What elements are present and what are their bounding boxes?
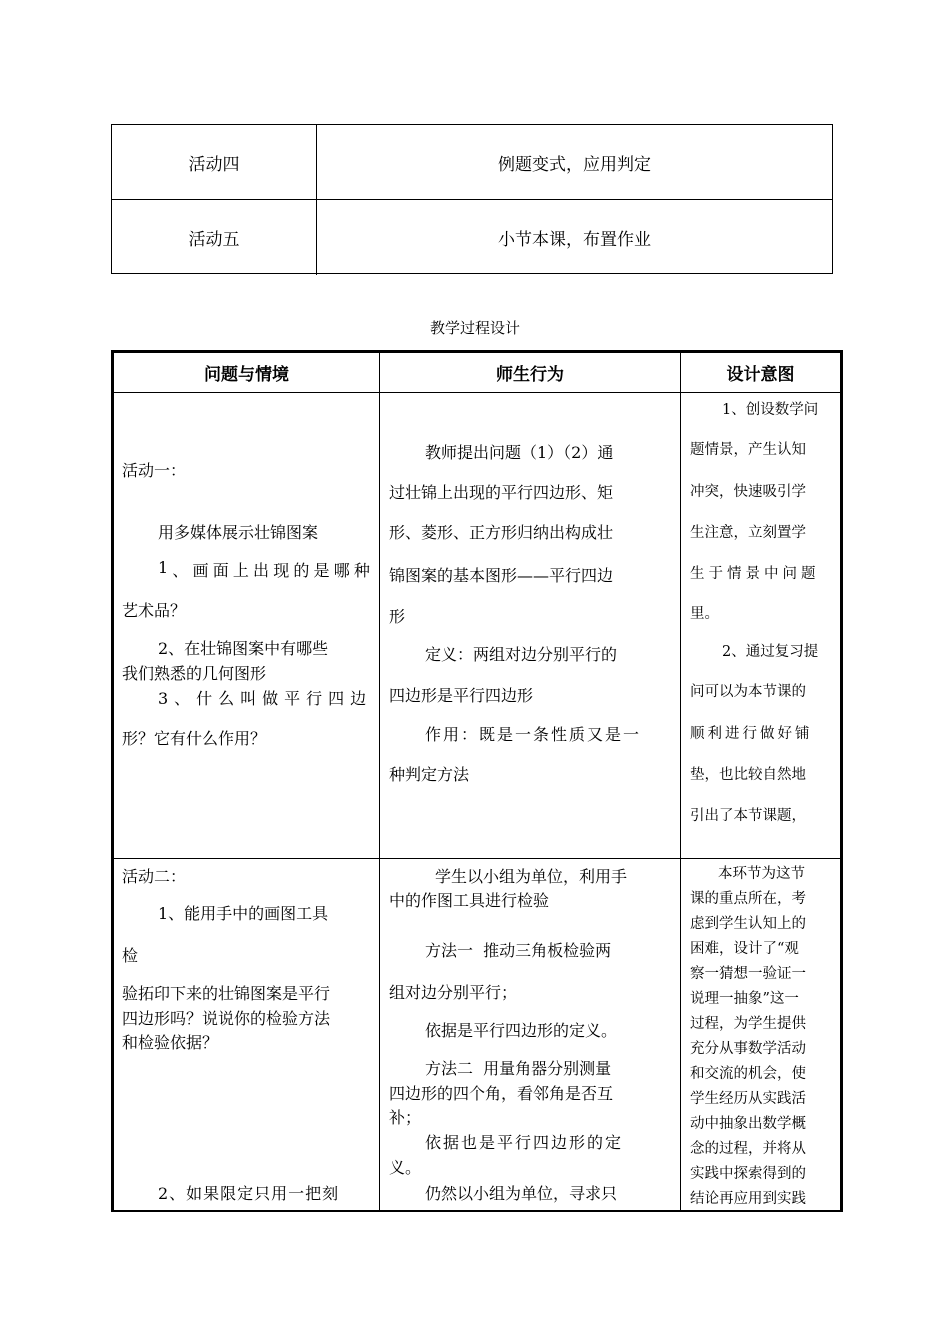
table-border-left [111,350,114,1212]
cell-line: 方法二 用量角器分别测量 [425,1059,612,1078]
cell-line: 1 、 画 面 上 出 现 的 是 哪 种 [158,558,370,580]
cell-line: 形 [389,607,406,626]
cell-line: 垫，也比较自然地 [690,767,806,783]
cell-line: 生注意，立刻置学 [690,525,806,541]
cell-line: 四边形的四个角，看邻角是否互 [389,1084,614,1103]
cell-line: 组对边分别平行； [389,983,518,1002]
activity-content: 例题变式，应用判定 [498,154,651,175]
cell-line: 本环节为这节 [718,866,805,882]
table-border-bottom [111,1210,843,1212]
cell-line: 活动一： [122,461,187,480]
cell-line: 说理一抽象”这一 [690,991,799,1007]
cell-line: 和交流的机会，使 [690,1066,806,1082]
cell-line: 用多媒体展示壮锦图案 [158,523,319,542]
cell-line: 作用：既是一条性质又是一 [425,725,642,744]
cell-line: 生于情景中问题 [690,566,820,582]
cell-line: 结论再应用到实践 [690,1191,806,1207]
activity-content: 小节本课，布置作业 [498,230,651,250]
table-border-right [840,350,843,1212]
cell-line: 艺术品？ [122,601,187,620]
cell-line: 锦图案的基本图形——平行四边 [389,566,614,585]
cell-line: 过壮锦上出现的平行四边形、矩 [389,483,614,502]
header-question: 问题与情境 [204,364,289,385]
cell-line: 义。 [389,1158,422,1177]
cell-line: 中的作图工具进行检验 [389,891,550,910]
cell-line: 学生经历从实践活 [690,1091,806,1107]
cell-line: 形？它有什么作用？ [122,729,267,748]
cell-line: 1、能用手中的画图工具 [158,904,329,923]
cell-line: 题情景，产生认知 [690,442,806,458]
table-row [112,125,832,200]
cell-line: 和检验依据？ [122,1033,219,1052]
cell-line: 仍然以小组为单位，寻求只 [425,1184,618,1203]
cell-line: 实践中探索得到的 [690,1166,806,1182]
activity-name: 活动五 [112,200,317,275]
activity-summary-table [111,124,833,274]
cell-line: 四边形吗？说说你的检验方法 [122,1009,331,1028]
cell-line: 里。 [690,606,719,622]
cell-line: 2、通过复习提 [722,644,819,660]
cell-line: 2、如果限定只用一把刻 [158,1184,340,1203]
cell-line: 1、创设数学问 [722,402,819,418]
cell-line: 活动二： [122,867,187,886]
cell-line: 定义：两组对边分别平行的 [425,645,618,664]
cell-line: 依据也是平行四边形的定 [425,1133,624,1152]
cell-line: 方法一 推动三角板检验两 [425,941,612,960]
cell-line: 察一猜想一验证一 [690,966,806,982]
column-divider [680,350,681,1212]
header-teacher-student: 师生行为 [496,364,564,385]
cell-line: 四边形是平行四边形 [389,686,534,705]
cell-line: 念的过程，并将从 [690,1141,806,1157]
cell-line: 课的重点所在，考 [690,891,806,907]
row-divider [111,858,843,859]
table-row [112,200,832,275]
cell-line: 教师提出问题（1）（2）通 [425,443,614,462]
cell-line: 检 [122,946,139,965]
cell-line: 引出了本节课题， [690,808,806,824]
cell-line: 过程，为学生提供 [690,1016,806,1032]
cell-line: 形、菱形、正方形归纳出构成壮 [389,523,614,542]
cell-line: 顺利进行做好铺 [690,726,813,742]
cell-line: 3、什么叫做平行四边 [158,689,373,708]
cell-line: 依据是平行四边形的定义。 [425,1021,618,1040]
header-design-intent: 设计意图 [726,364,795,385]
cell-line: 我们熟悉的几何图形 [122,664,267,683]
cell-line: 学生以小组为单位，利用手 [435,867,628,886]
activity-name: 活动四 [112,125,317,199]
cell-line: 冲突，快速吸引学 [690,484,806,500]
cell-line: 困难，设计了“观 [690,941,799,957]
cell-line: 种判定方法 [389,765,470,784]
cell-line: 补； [389,1108,422,1127]
header-divider [111,392,843,393]
column-divider [379,350,380,1212]
cell-line: 充分从事数学活动 [690,1041,806,1057]
cell-line: 验拓印下来的壮锦图案是平行 [122,984,331,1003]
section-title: 教学过程设计 [429,319,520,337]
cell-line: 动中抽象出数学概 [690,1116,806,1132]
cell-line: 虑到学生认知上的 [690,916,806,932]
cell-line: 问可以为本节课的 [690,684,806,700]
cell-line: 2、在壮锦图案中有哪些 [158,639,329,658]
